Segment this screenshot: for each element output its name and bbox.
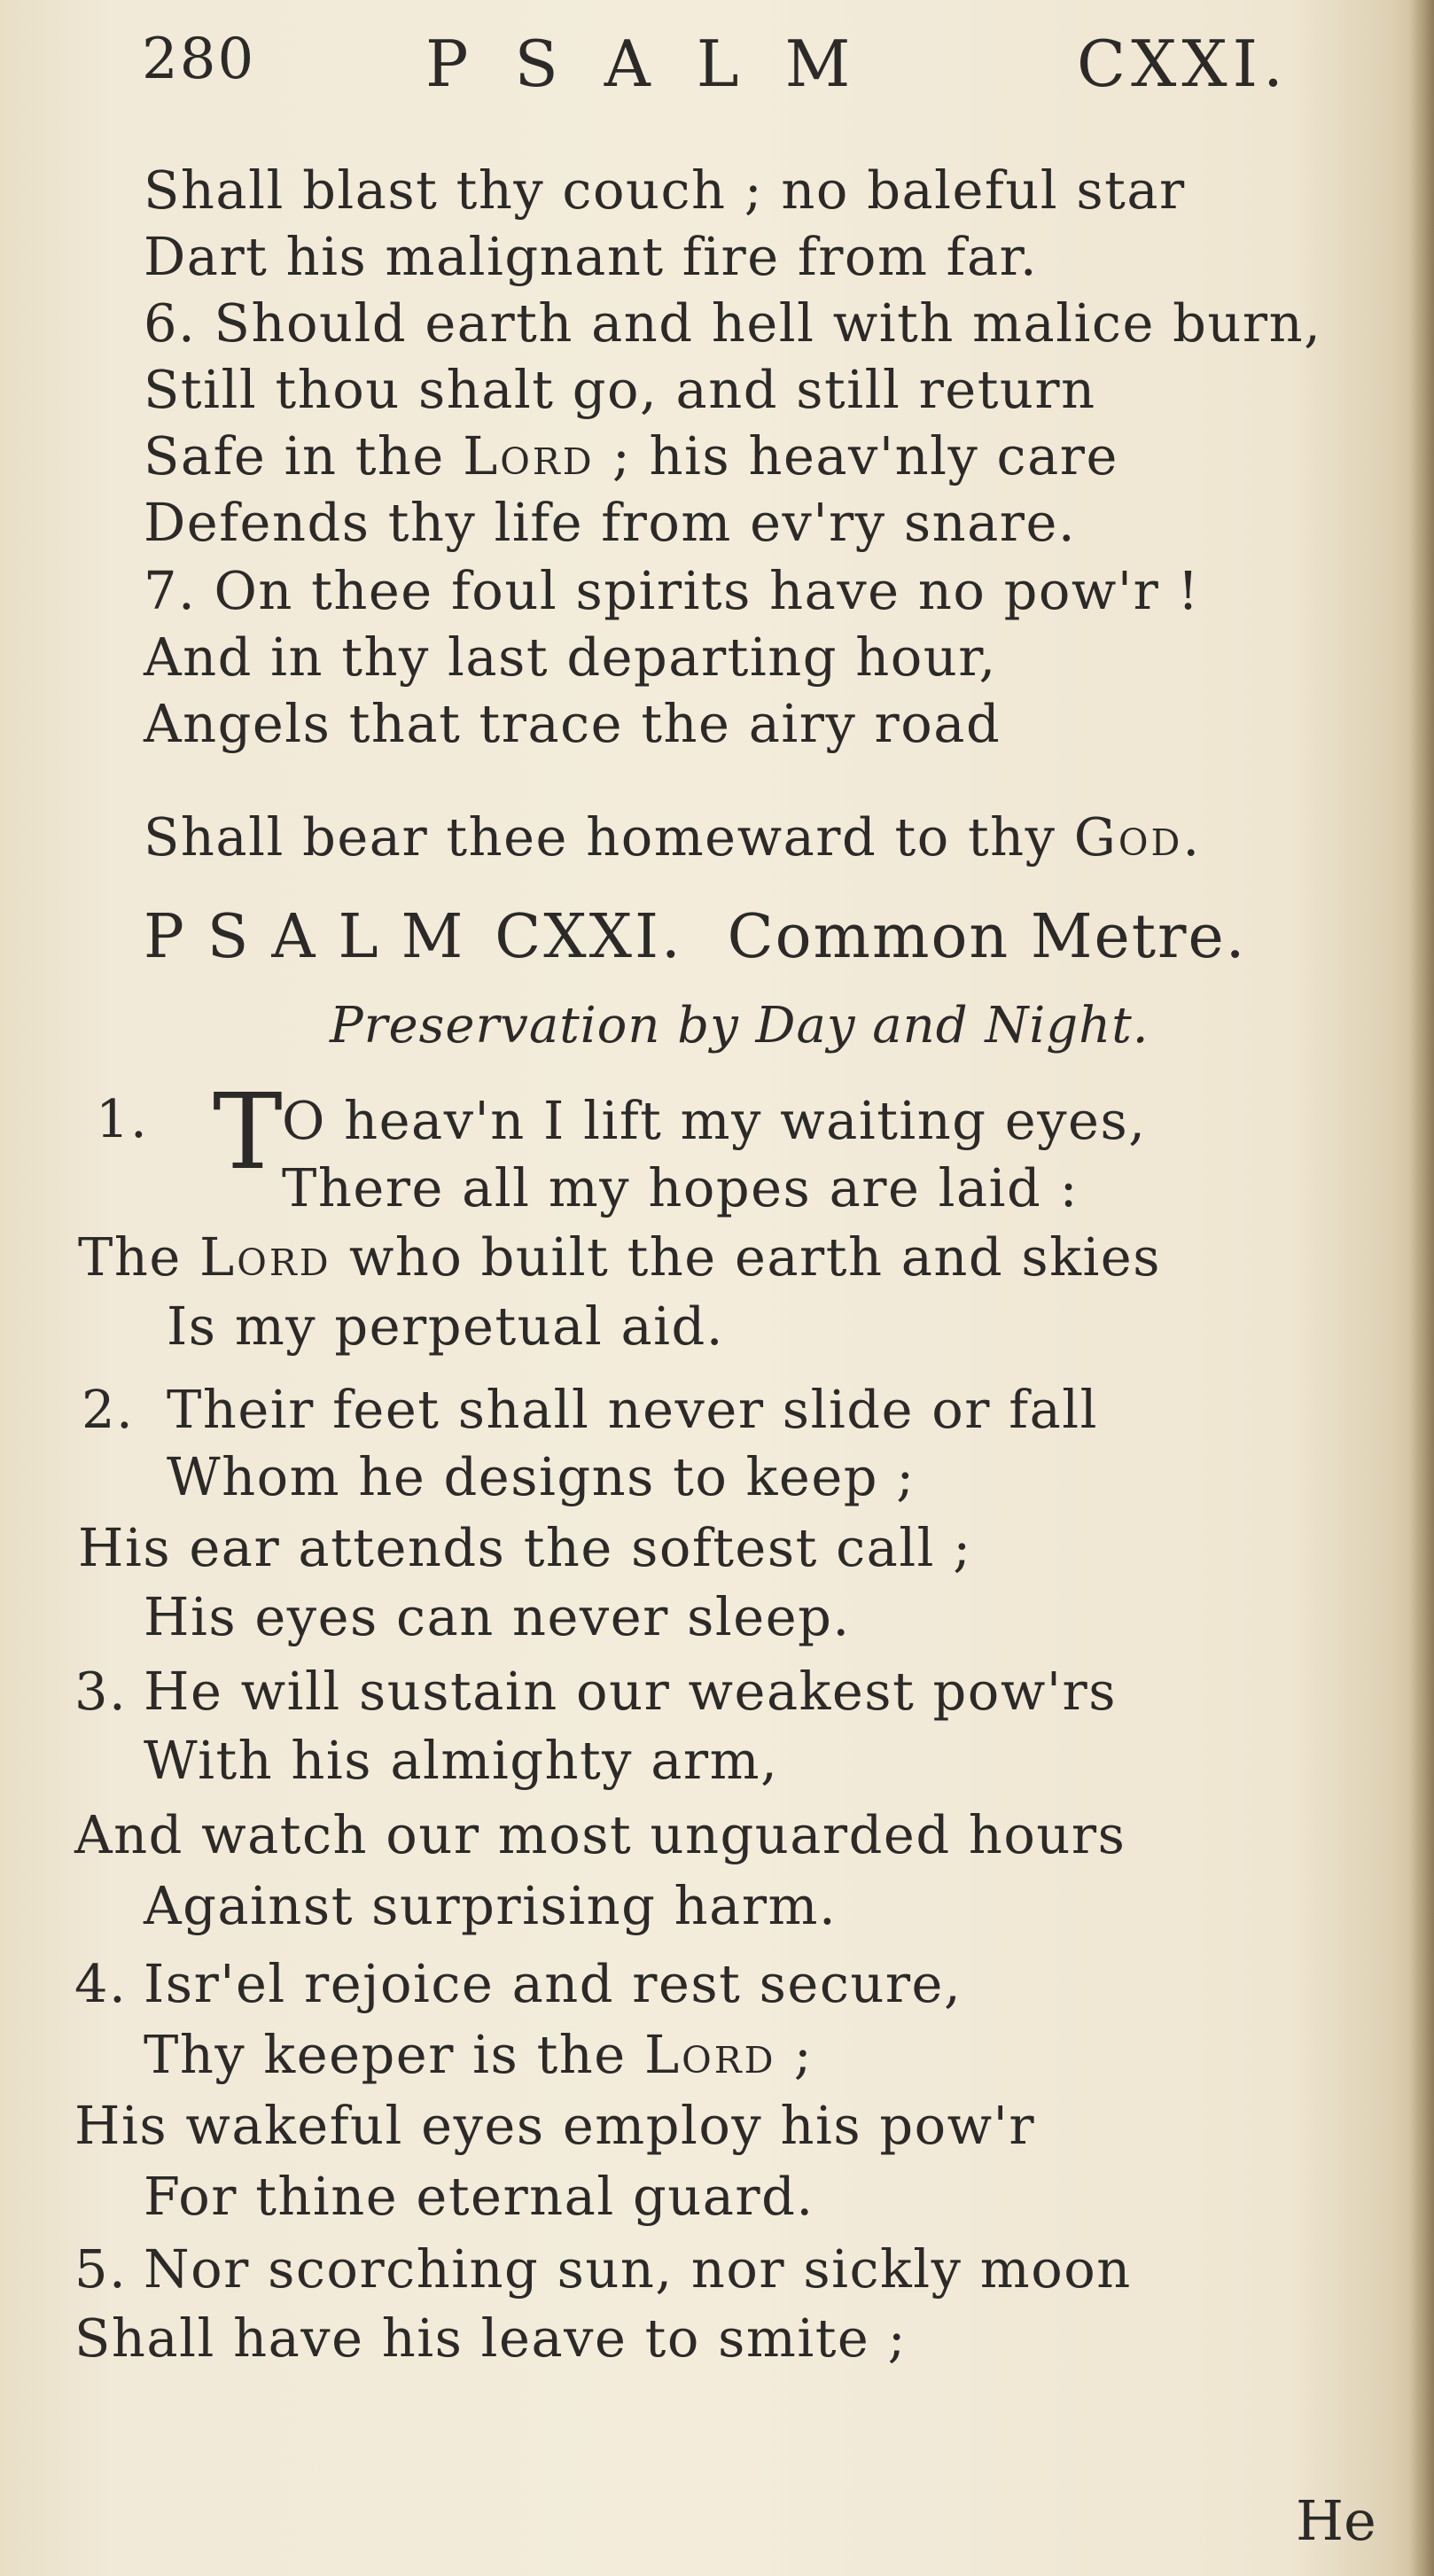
verse-line: With his almighty arm, bbox=[144, 1730, 779, 1791]
verse-line: Shall have his leave to smite ; bbox=[74, 2308, 907, 2369]
verse-first-line: Their feet shall never slide or fall bbox=[167, 1379, 1098, 1440]
drop-cap: T bbox=[213, 1070, 283, 1193]
verse-line: His eyes can never sleep. bbox=[144, 1586, 851, 1647]
running-head: PSALM bbox=[425, 27, 897, 101]
verse-first-line: Isr'el rejoice and rest secure, bbox=[144, 1953, 962, 2014]
prev-psalm-line: Shall bear thee homeward to thy God. bbox=[144, 806, 1201, 868]
psalm-metre: Common Metre. bbox=[727, 902, 1247, 972]
verse-line: Whom he designs to keep ; bbox=[167, 1446, 916, 1507]
prev-psalm-line: Angels that trace the airy road bbox=[144, 693, 1001, 754]
verse-line: His wakeful eyes employ his pow'r bbox=[74, 2095, 1036, 2156]
prev-psalm-line: Defends thy life from ev'ry snare. bbox=[144, 492, 1077, 553]
verse-line: Against surprising harm. bbox=[144, 1875, 838, 1936]
psalm-number: CXXI. bbox=[495, 902, 683, 972]
verse-number: 1. bbox=[96, 1088, 149, 1149]
page-header bbox=[0, 27, 1434, 106]
verse-number: 2. bbox=[82, 1379, 135, 1440]
catchword: He bbox=[1296, 2488, 1376, 2553]
prev-psalm-line: Dart his malignant fire from far. bbox=[144, 226, 1039, 287]
verse-line: And watch our most unguarded hours bbox=[74, 1804, 1126, 1865]
verse-first-line: O heav'n I lift my waiting eyes, bbox=[282, 1090, 1147, 1151]
prev-psalm-line: And in thy last departing hour, bbox=[144, 626, 997, 688]
verse-first-line: Nor scorching sun, nor sickly moon bbox=[144, 2238, 1132, 2300]
page-edge-shadow bbox=[1409, 0, 1434, 2576]
prev-psalm-line: Safe in the Lord ; his heav'nly care bbox=[144, 425, 1118, 486]
verse-line: Is my perpetual aid. bbox=[167, 1296, 725, 1357]
running-head-number: CXXI. bbox=[1077, 27, 1289, 101]
verse-number: 3. bbox=[74, 1661, 128, 1722]
verse-line: There all my hopes are laid : bbox=[282, 1157, 1079, 1218]
prev-psalm-line: 7. On thee foul spirits have no pow'r ! bbox=[144, 560, 1200, 621]
psalm-word: PSALM bbox=[144, 902, 487, 972]
verse-line: For thine eternal guard. bbox=[144, 2166, 814, 2227]
verse-number: 5. bbox=[74, 2238, 128, 2300]
psalm-subtitle: Preservation by Day and Night. bbox=[330, 997, 1150, 1055]
prev-psalm-line: Shall blast thy couch ; no baleful star bbox=[144, 160, 1186, 221]
verse-number: 4. bbox=[74, 1953, 128, 2014]
verse-line: Thy keeper is the Lord ; bbox=[144, 2024, 814, 2085]
verse-line: His ear attends the softest call ; bbox=[78, 1517, 972, 1578]
prev-psalm-line: 6. Should earth and hell with malice burn, bbox=[144, 292, 1322, 354]
psalm-heading bbox=[144, 902, 1246, 972]
verse-line: The Lord who built the earth and skies bbox=[78, 1226, 1162, 1288]
page-number: 280 bbox=[142, 27, 256, 92]
prev-psalm-line: Still thou shalt go, and still return bbox=[144, 359, 1096, 420]
verse-first-line: He will sustain our weakest pow'rs bbox=[144, 1661, 1118, 1722]
